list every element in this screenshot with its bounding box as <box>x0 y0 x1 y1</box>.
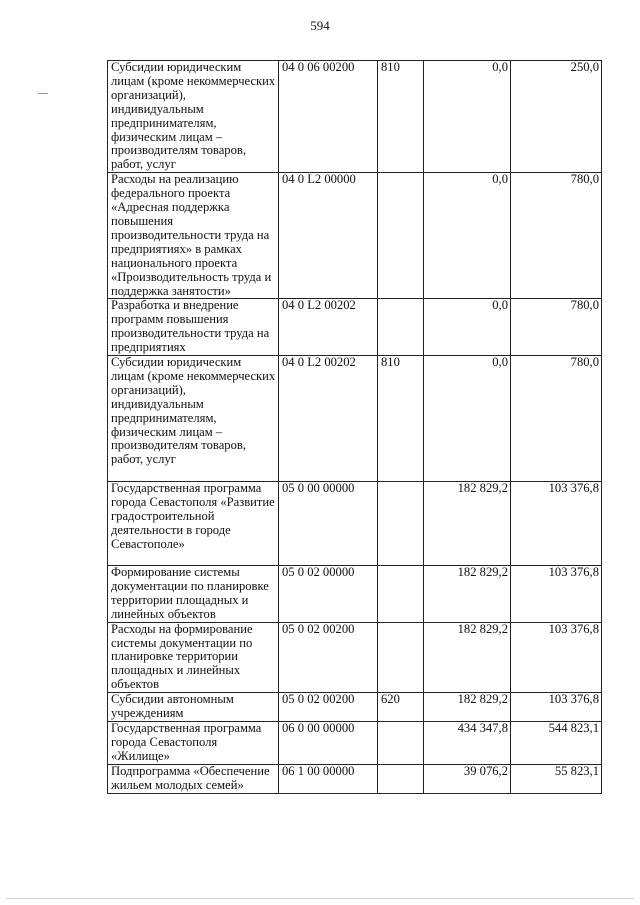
budget-table <box>107 60 602 794</box>
table-row <box>108 693 602 722</box>
row-vr <box>378 482 424 566</box>
row-value-2: 544 823,1 <box>511 722 602 765</box>
row-vr <box>378 764 424 793</box>
row-name: Формирование системы документации по планировке территории площадных и линейных объектов <box>108 566 279 623</box>
page-number: 594 <box>310 18 330 33</box>
row-vr <box>378 566 424 623</box>
row-value-1: 39 076,2 <box>424 764 511 793</box>
table-row <box>108 61 602 173</box>
row-name: Разработка и внедрение программ повышения производительности труда на предприятиях <box>108 299 279 356</box>
table-row <box>108 299 602 356</box>
page-edge-line <box>6 898 634 899</box>
row-value-2: 780,0 <box>511 173 602 299</box>
row-code: 04 0 06 00200 <box>279 61 378 173</box>
row-vr: 810 <box>378 356 424 482</box>
row-name: Субсидии автономным учреждениям <box>108 693 279 722</box>
row-code: 04 0 L2 00000 <box>279 173 378 299</box>
row-value-1: 0,0 <box>424 173 511 299</box>
row-value-1: 182 829,2 <box>424 566 511 623</box>
row-vr <box>378 622 424 693</box>
table-row <box>108 566 602 623</box>
row-code: 05 0 00 00000 <box>279 482 378 566</box>
scan-mark <box>38 93 48 94</box>
table-row <box>108 173 602 299</box>
row-vr <box>378 173 424 299</box>
row-value-2: 103 376,8 <box>511 482 602 566</box>
table-row <box>108 622 602 693</box>
row-value-1: 0,0 <box>424 61 511 173</box>
row-value-1: 182 829,2 <box>424 622 511 693</box>
row-name: Расходы на формирование системы документации по планировке территории площадных и линейных объектов <box>108 622 279 693</box>
row-value-2: 250,0 <box>511 61 602 173</box>
row-vr <box>378 722 424 765</box>
row-code: 05 0 02 00200 <box>279 693 378 722</box>
row-name: Расходы на реализацию федерального проекта «Адресная поддержка повышения производительности труда на предприятиях» в рамках национального проекта «Производительность труда и поддержка занятости» <box>108 173 279 299</box>
row-vr: 810 <box>378 61 424 173</box>
row-value-2: 780,0 <box>511 299 602 356</box>
row-value-1: 0,0 <box>424 299 511 356</box>
row-code: 04 0 L2 00202 <box>279 299 378 356</box>
row-value-2: 103 376,8 <box>511 693 602 722</box>
table-row <box>108 356 602 482</box>
row-vr: 620 <box>378 693 424 722</box>
row-vr <box>378 299 424 356</box>
row-value-2: 103 376,8 <box>511 566 602 623</box>
row-name: Государственная программа города Севастополя «Развитие градостроительной деятельности в городе Севастополе» <box>108 482 279 566</box>
table-row <box>108 722 602 765</box>
row-name: Государственная программа города Севастополя «Жилище» <box>108 722 279 765</box>
row-name: Субсидии юридическим лицам (кроме некоммерческих организаций), индивидуальным предпринимателям, физическим лицам – производителям товаров, работ, услуг <box>108 61 279 173</box>
row-value-2: 780,0 <box>511 356 602 482</box>
row-code: 06 1 00 00000 <box>279 764 378 793</box>
row-value-1: 434 347,8 <box>424 722 511 765</box>
row-code: 05 0 02 00200 <box>279 622 378 693</box>
row-code: 05 0 02 00000 <box>279 566 378 623</box>
row-name: Субсидии юридическим лицам (кроме некоммерческих организаций), индивидуальным предпринимателям, физическим лицам – производителям товаров, работ, услуг <box>108 356 279 482</box>
row-value-1: 0,0 <box>424 356 511 482</box>
row-name: Подпрограмма «Обеспечение жильем молодых семей» <box>108 764 279 793</box>
row-value-1: 182 829,2 <box>424 482 511 566</box>
row-value-2: 55 823,1 <box>511 764 602 793</box>
table-row <box>108 764 602 793</box>
row-code: 04 0 L2 00202 <box>279 356 378 482</box>
row-value-2: 103 376,8 <box>511 622 602 693</box>
row-code: 06 0 00 00000 <box>279 722 378 765</box>
row-value-1: 182 829,2 <box>424 693 511 722</box>
table-row <box>108 482 602 566</box>
